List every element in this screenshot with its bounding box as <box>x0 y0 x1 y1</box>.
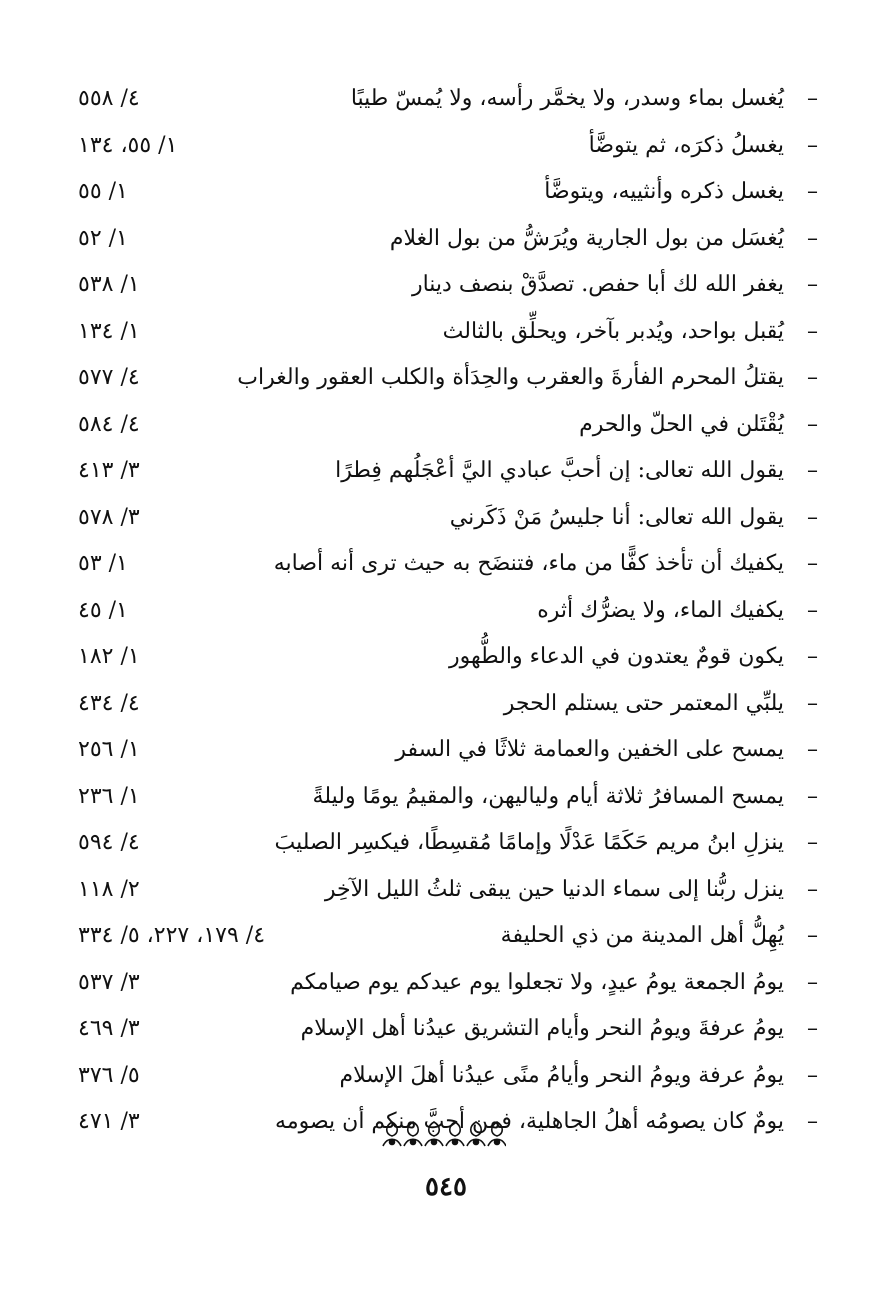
hadith-text: يومُ الجمعة يومُ عيدٍ، ولا تجعلوا يوم عيدكم يوم صيامكم <box>290 969 784 995</box>
entry-dash: – <box>807 644 818 669</box>
entry-dash: – <box>807 737 818 762</box>
entry-dash: – <box>807 1016 818 1041</box>
volume-page-reference: ٤/ ٥٨٤ <box>78 411 140 437</box>
entry-dash: – <box>807 504 818 530</box>
volume-page-reference: ١/ ٥٢ <box>78 225 128 251</box>
hadith-text: ينزل ربُّنا إلى سماء الدنيا حين يبقى ثلثُ الليل الآخِر <box>324 876 784 902</box>
volume-page-reference: ١/ ٥٥، ١٣٤ <box>78 132 178 158</box>
index-entry <box>78 76 818 123</box>
volume-page-reference: ٤/ ١٧٩، ٢٢٧، ٥/ ٣٣٤ <box>78 923 266 948</box>
volume-page-reference: ٣/ ٤٧١ <box>78 1109 140 1134</box>
volume-page-reference: ٤/ ٥٩٤ <box>78 830 140 855</box>
entry-dash: – <box>807 179 818 204</box>
hadith-text: يُغسَل من بول الجارية ويُرَشُّ من بول الغلام <box>389 225 784 251</box>
entry-dash: – <box>807 132 818 158</box>
entry-dash: – <box>807 876 818 902</box>
volume-page-reference: ١/ ٢٥٦ <box>78 737 140 762</box>
index-entry <box>78 123 818 170</box>
volume-page-reference: ٣/ ٤١٣ <box>78 458 140 483</box>
volume-page-reference: ٤/ ٥٧٧ <box>78 365 140 390</box>
hadith-text: يُهِلُّ أهل المدينة من ذي الحليفة <box>500 923 784 948</box>
hadith-text: يغفر الله لك أبا حفص. تصدَّقْ بنصف دينار <box>411 272 784 297</box>
entry-dash: – <box>807 1109 818 1134</box>
volume-page-reference: ١/ ٤٥ <box>78 597 128 623</box>
index-entry <box>78 216 818 263</box>
entry-dash: – <box>807 597 818 623</box>
volume-page-reference: ١/ ٥٥ <box>78 179 128 204</box>
entry-dash: – <box>807 1062 818 1088</box>
volume-page-reference: ٤/ ٥٥٨ <box>78 86 140 111</box>
index-entry <box>78 681 818 728</box>
hadith-text: يقول الله تعالى: إن أحبَّ عبادي اليَّ أعْجَلُهم فِطرًا <box>335 458 784 483</box>
volume-page-reference: ١/ ١٨٢ <box>78 644 140 669</box>
hadith-text: يغسلُ ذكرَه، ثم يتوضَّأ <box>588 132 784 158</box>
page-number: ٥٤٥ <box>425 1172 467 1202</box>
hadith-text: ينزلِ ابنُ مريم حَكَمًا عَدْلًا وإمامًا مُقسِطًا، فيكسِر الصليبَ <box>274 830 784 855</box>
hadith-text: يكفيك الماء، ولا يضرُّك أثره <box>537 597 784 623</box>
index-entry <box>78 1053 818 1100</box>
entry-dash: – <box>807 411 818 437</box>
hadith-text: يُقبل بواحد، ويُدبر بآخر، ويحلِّق بالثالث <box>442 318 784 344</box>
volume-page-reference: ٣/ ٤٦٩ <box>78 1016 140 1041</box>
hadith-text: يومُ عرفة ويومُ النحر وأيامُ منًى عيدُنا أهلَ الإسلام <box>339 1062 784 1088</box>
hadith-text: يمسح المسافرُ ثلاثة أيام ولياليهن، والمقيمُ يومًا وليلةً <box>312 783 784 809</box>
volume-page-reference: ١/ ١٣٤ <box>78 318 140 344</box>
index-entry <box>78 355 818 402</box>
hadith-index-list <box>78 76 818 1146</box>
index-entry <box>78 495 818 542</box>
volume-page-reference: ٣/ ٥٣٧ <box>78 969 140 995</box>
index-entry <box>78 867 818 914</box>
floral-ornament-icon <box>380 1118 506 1150</box>
hadith-text: يكون قومٌ يعتدون في الدعاء والطُّهور <box>449 644 784 669</box>
hadith-text: يومُ عرفةَ ويومُ النحر وأيام التشريق عيدُنا أهل الإسلام <box>300 1016 784 1041</box>
hadith-text: يمسح على الخفين والعمامة ثلاثًا في السفر <box>395 737 784 762</box>
hadith-text: يلبِّي المعتمر حتى يستلم الحجر <box>503 690 784 716</box>
hadith-text: يومٌ كان يصومُه أهلُ الجاهلية، فمن أحبَّ منكم أن يصومه <box>275 1109 784 1134</box>
index-entry <box>78 169 818 216</box>
index-entry <box>78 262 818 309</box>
hadith-text: يغسل ذكره وأنثييه، ويتوضَّأ <box>544 179 784 204</box>
volume-page-reference: ٢/ ١١٨ <box>78 876 140 902</box>
entry-dash: – <box>807 923 818 948</box>
index-entry <box>78 588 818 635</box>
index-entry <box>78 402 818 449</box>
index-entry <box>78 634 818 681</box>
volume-page-reference: ٤/ ٤٣٤ <box>78 690 140 716</box>
entry-dash: – <box>807 551 818 576</box>
volume-page-reference: ٣/ ٥٧٨ <box>78 504 140 530</box>
index-entry <box>78 960 818 1007</box>
volume-page-reference: ١/ ٥٣٨ <box>78 272 140 297</box>
entry-dash: – <box>807 969 818 995</box>
index-entry <box>78 774 818 821</box>
hadith-text: يُغسل بماء وسدر، ولا يخمَّر رأسه، ولا يُمسّ طيبًا <box>350 86 784 111</box>
entry-dash: – <box>807 365 818 390</box>
volume-page-reference: ١/ ٥٣ <box>78 551 128 576</box>
index-entry <box>78 820 818 867</box>
hadith-text: يقول الله تعالى: أنا جليسُ مَنْ ذَكَرني <box>449 504 784 530</box>
entry-dash: – <box>807 830 818 855</box>
entry-dash: – <box>807 783 818 809</box>
entry-dash: – <box>807 272 818 297</box>
volume-page-reference: ٥/ ٣٧٦ <box>78 1062 140 1088</box>
index-entry <box>78 541 818 588</box>
entry-dash: – <box>807 86 818 111</box>
index-entry <box>78 913 818 960</box>
hadith-text: يقتلُ المحرم الفأرةَ والعقرب والحِدَأة والكلب العقور والغراب <box>237 365 784 390</box>
hadith-text: يكفيك أن تأخذ كفًّا من ماء، فتنضَح به حيث ترى أنه أصابه <box>273 551 784 576</box>
index-entry <box>78 309 818 356</box>
entry-dash: – <box>807 458 818 483</box>
index-entry <box>78 448 818 495</box>
index-entry <box>78 727 818 774</box>
entry-dash: – <box>807 690 818 716</box>
entry-dash: – <box>807 318 818 344</box>
entry-dash: – <box>807 225 818 251</box>
index-entry <box>78 1006 818 1053</box>
volume-page-reference: ١/ ٢٣٦ <box>78 783 140 809</box>
hadith-text: يُقْتَلن في الحلّ والحرم <box>579 411 784 437</box>
